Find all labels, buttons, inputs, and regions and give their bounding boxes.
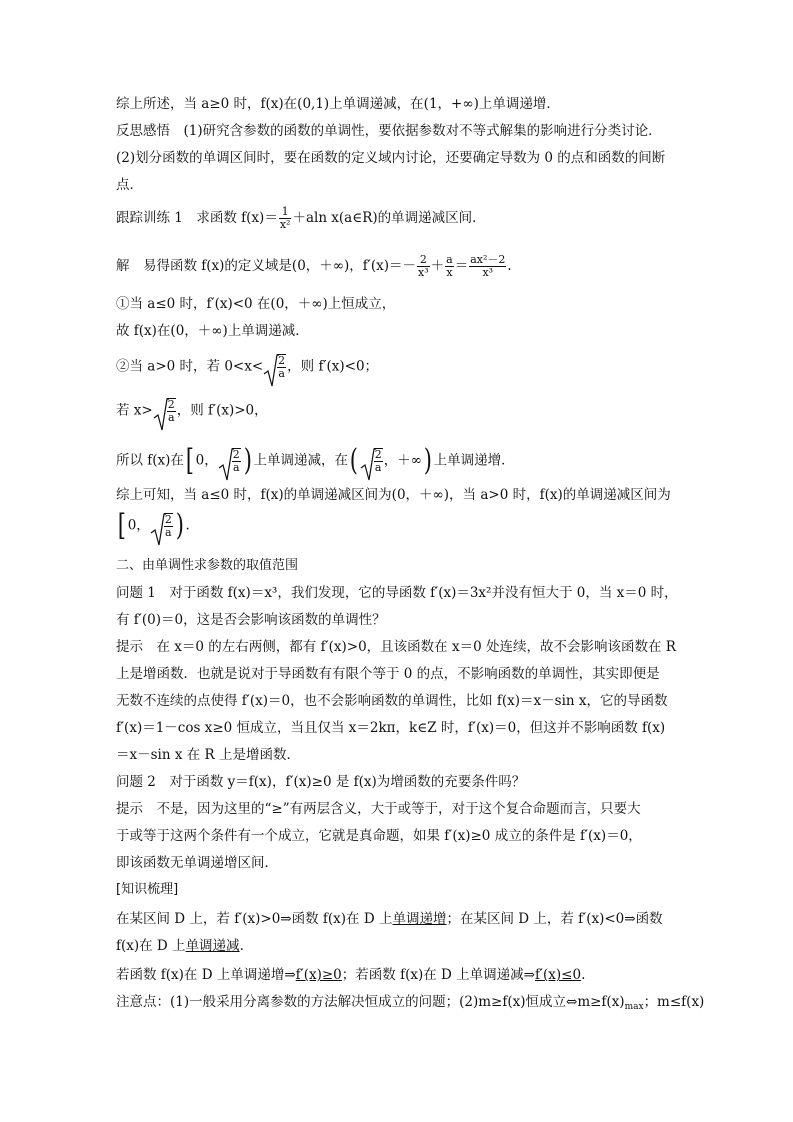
interval-infinity: ，＋∞ <box>383 452 422 469</box>
conclusion-line: 综上可知，当 a≤0 时，f(x)的单调递减区间为(0，＋∞)，当 a>0 时，f(x)的单调递减区间为 <box>116 487 671 503</box>
sqrt-expression: $\frac{2}{a}$ <box>218 448 242 474</box>
knowledge-line-2 <box>116 936 253 956</box>
subscript: max <box>624 1002 644 1012</box>
sqrt-expression: $\frac{2}{a}$ <box>153 398 177 424</box>
knowledge-text-2: ；若函数 f(x)在 D 上单调递减⇒ <box>341 967 535 983</box>
fraction: $\frac{1}{\text{x²}}$ <box>279 205 291 231</box>
exercise-title <box>116 206 486 231</box>
left-bracket: [ <box>117 508 126 543</box>
reflection-line-1: 反思感悟 (1)研究含参数的函数的单调性，要依据参数对不等式解集的影响进行分类讨论． <box>116 123 662 139</box>
sqrt-expression: $\frac{2}{a}$ <box>360 448 384 474</box>
interval-line <box>116 443 515 478</box>
interval-end: 上单调递增． <box>433 452 515 469</box>
question-1-line-2: 有 f′(0)＝0，这是否会影响该函数的单调性？ <box>116 612 386 628</box>
fraction: $\frac{2}{\text{x³}}$ <box>418 253 429 279</box>
section-heading: 二、由单调性求参数的取值范围 <box>116 558 299 573</box>
question-2: 问题 2 对于函数 y＝f(x)，f′(x)≥0 是 f(x)为增函数的充要条件吗？ <box>116 774 526 790</box>
reflection-line-3: 点． <box>116 177 143 193</box>
sqrt-expression: $\frac{2}{a}$ <box>150 513 174 539</box>
interval-mid: 上单调递减，在 <box>253 452 348 469</box>
right-paren: ) <box>175 508 184 543</box>
left-bracket: [ <box>185 443 194 478</box>
knowledge-heading: [知识梳理] <box>116 882 179 897</box>
fill-blank: 单调递增 <box>392 911 447 927</box>
right-paren: ) <box>243 443 252 478</box>
hint-1-line-4: f′(x)＝1－cos x≥0 恒成立，当且仅当 x＝2kπ，k∈Z 时，f′(x)＝0，但这并不影响函数 f(x) <box>116 720 666 736</box>
note-text-2: ；m≤f(x) <box>643 994 705 1010</box>
note-text: 注意点：(1)一般采用分离参数的方法解决恒成立的问题；(2)m≥f(x)恒成立⇔m≥f(x) <box>116 994 625 1010</box>
reflection-line-2: (2)划分函数的单调区间时，要在函数的定义域内讨论，还要确定导数为 0 的点和函数的间断 <box>116 150 666 166</box>
hint-1-line-1: 提示 在 x＝0 的左右两侧，都有 f′(x)>0，且该函数在 x＝0 处连续，故不会影响该函数在 R <box>116 639 676 655</box>
hint-1-line-3: 无数不连续的点使得 f′(x)＝0，也不会影响函数的单调性，比如 f(x)＝x－sin x，它的导函数 <box>116 693 668 709</box>
right-paren-2: ) <box>423 443 432 478</box>
case-2-line-b <box>116 398 268 424</box>
summary-line: 综上所述，当 a≥0 时，f(x)在(0,1)上单调递减，在(1，+∞)上单调递增． <box>116 96 560 112</box>
case-2b-text-2: ，则 f′(x)>0， <box>176 402 268 419</box>
solution-line <box>116 254 512 279</box>
period: . <box>507 258 512 274</box>
fraction: $\frac{\text{ax²－2}}{\text{x³}}$ <box>470 253 506 279</box>
knowledge-text-2: ；在某区间 D 上，若 f′(x)<0⇒函数 <box>446 911 663 927</box>
fraction: $\frac{a}{x}$ <box>446 253 453 279</box>
solution-text: 解 易得函数 f(x)的定义域是(0，＋∞)，f′(x)＝－ <box>116 258 417 274</box>
sqrt-expression: $\frac{2}{a}$ <box>263 354 287 380</box>
case-2b-text: 若 x> <box>116 402 153 419</box>
plus-sign: ＋ <box>430 258 445 274</box>
left-paren: ( <box>349 443 358 478</box>
exercise-text: 跟踪训练 1 求函数 f(x)＝ <box>116 210 278 226</box>
knowledge-line-1 <box>116 909 663 929</box>
conclusion-interval <box>116 508 190 543</box>
fill-blank: 单调递减 <box>185 938 240 954</box>
knowledge-text: 若函数 f(x)在 D 上单调递增⇒ <box>116 967 296 983</box>
case-2-text-2: ，则 f′(x)<0； <box>287 358 379 375</box>
case-1-conclusion: 故 f(x)在(0，＋∞)上单调递减． <box>116 323 309 339</box>
knowledge-text: 在某区间 D 上，若 f′(x)>0⇒函数 f(x)在 D 上 <box>116 911 393 927</box>
interval-text: 所以 f(x)在 <box>116 452 184 469</box>
knowledge-text: f(x)在 D 上 <box>116 938 186 954</box>
hint-2-line-3: 即该函数无单调递增区间． <box>116 855 278 871</box>
case-2-line <box>116 354 378 380</box>
hint-2-line-1: 提示 不是，因为这里的“≥”有两层含义，大于或等于，对于这个复合命题而言，只要大 <box>116 801 641 817</box>
fill-blank-2: f′(x)≤0 <box>534 967 582 983</box>
note-line <box>116 992 704 1017</box>
case-1-line: ①当 a≤0 时，f′(x)<0 在(0，＋∞)上恒成立， <box>116 296 396 312</box>
equals-sign: ＝ <box>454 258 469 274</box>
knowledge-line-3 <box>116 965 585 985</box>
hint-1-line-5: ＝x－sin x 在 R 上是增函数． <box>116 747 300 763</box>
interval-start: 0， <box>195 452 218 469</box>
exercise-text-2: ＋aln x(a∈R)的单调递减区间． <box>292 210 486 226</box>
question-1-line-1: 问题 1 对于函数 f(x)＝x³，我们发现，它的导函数 f′(x)＝3x²并没有恒大于 0，当 x＝0 时， <box>116 585 678 601</box>
hint-2-line-2: 于或等于这两个条件有一个成立，它就是真命题，如果 f′(x)≥0 成立的条件是 f′(x)＝0， <box>116 828 642 844</box>
interval-start: 0， <box>127 517 150 534</box>
fill-blank: f′(x)≥0 <box>295 967 342 983</box>
period: . <box>581 967 586 983</box>
hint-1-line-2: 上是增函数．也就是说对于导函数有有限个等于 0 的点，不影响函数的单调性，其实即便是 <box>116 666 660 682</box>
period: ． <box>239 938 254 954</box>
period: . <box>185 517 190 534</box>
case-2-text: ②当 a>0 时，若 0<x< <box>116 358 264 375</box>
